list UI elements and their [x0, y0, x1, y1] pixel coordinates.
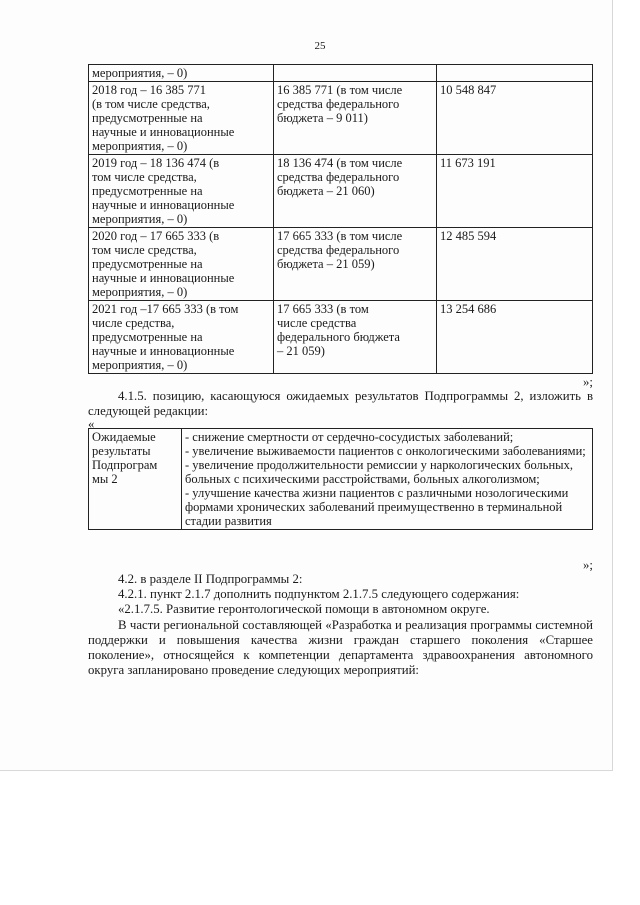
table-cell: 2019 год – 18 136 474 (в том числе средства, предусмотренные на научные и инновационные мероприятия, – 0) — [89, 155, 274, 228]
table-cell: 17 665 333 (в том числе средства федерального бюджета – 21 059) — [274, 228, 437, 301]
paragraph-4-2: 4.2. в разделе II Подпрограммы 2: — [118, 572, 303, 586]
table-row — [89, 429, 593, 530]
results-table — [88, 428, 593, 530]
table-cell — [437, 65, 593, 82]
closing-quote: »; — [583, 558, 593, 572]
table-row — [89, 65, 593, 82]
list-item: - улучшение качества жизни пациентов с различными нозологическими формами хронических заболеваний преимущественно в терминальной стадии развития — [185, 486, 569, 528]
opening-quote: « — [88, 417, 95, 431]
page-number: 25 — [314, 40, 326, 52]
table-row — [89, 155, 593, 228]
table-cell: 2018 год – 16 385 771 (в том числе средства, предусмотренные на научные и инновационные мероприятия, – 0) — [89, 82, 274, 155]
table-cell: 12 485 594 — [437, 228, 593, 301]
table-cell: 2020 год – 17 665 333 (в том числе средства, предусмотренные на научные и инновационные мероприятия, – 0) — [89, 228, 274, 301]
funding-table — [88, 64, 593, 374]
paragraph-4-1-5: 4.1.5. позицию, касающуюся ожидаемых результатов Подпрограммы 2, изложить в следующей редакции: — [88, 389, 593, 418]
table-row — [89, 301, 593, 374]
table-cell: 18 136 474 (в том числе средства федерального бюджета – 21 060) — [274, 155, 437, 228]
list-item: - увеличение продолжительности ремиссии у наркологических больных, больных с психическими расстройствами, больных алкоголизмом; — [185, 458, 573, 486]
table-cell: мероприятия, – 0) — [89, 65, 274, 82]
table-row — [89, 82, 593, 155]
table-row — [89, 228, 593, 301]
table-cell: 16 385 771 (в том числе средства федерального бюджета – 9 011) — [274, 82, 437, 155]
table-cell: 2021 год –17 665 333 (в том числе средства, предусмотренные на научные и инновационные мероприятия, – 0) — [89, 301, 274, 374]
closing-quote: »; — [583, 375, 593, 389]
paragraph-4-2-1: 4.2.1. пункт 2.1.7 дополнить подпунктом 2.1.7.5 следующего содержания: — [118, 587, 520, 601]
results-items — [182, 429, 593, 530]
table-cell: 13 254 686 — [437, 301, 593, 374]
table-cell: 17 665 333 (в том числе средства федерального бюджета – 21 059) — [274, 301, 437, 374]
list-item: - увеличение выживаемости пациентов с онкологическими заболеваниями; — [185, 444, 586, 458]
table-cell: 10 548 847 — [437, 82, 593, 155]
paragraph-body: В части региональной составляющей «Разработка и реализация программы системной поддержки и повышения качества жизни граждан старшего поколения «Старшее поколение», относящейся к компетенции департамента здравоохранения автономного округа запланировано проведение следующих мероприятий: — [88, 618, 593, 677]
results-label: Ожидаемые результаты Подпрограм мы 2 — [89, 429, 182, 530]
paragraph-2-1-7-5: «2.1.7.5. Развитие геронтологической помощи в автономном округе. — [118, 602, 490, 616]
table-cell — [274, 65, 437, 82]
table-cell: 11 673 191 — [437, 155, 593, 228]
list-item: - снижение смертности от сердечно-сосудистых заболеваний; — [185, 430, 514, 444]
